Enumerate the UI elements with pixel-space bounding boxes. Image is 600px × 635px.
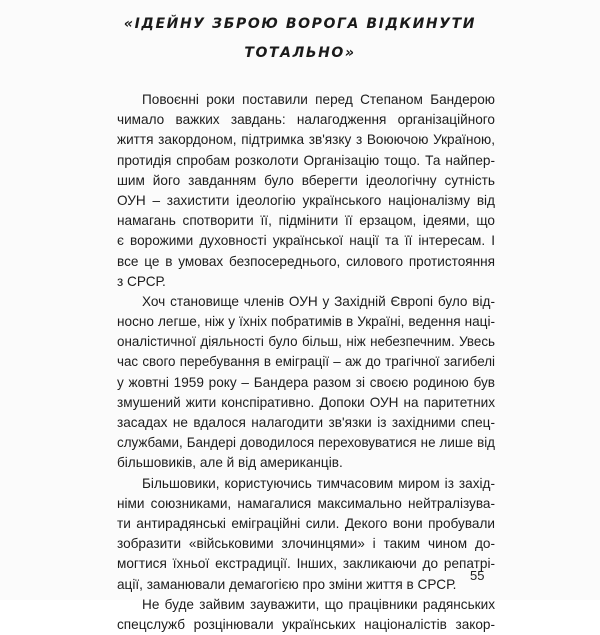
text-line: оналістичної діяльності було більш, ніж небезпечним. Увесь [117,334,495,350]
page-number: 55 [470,568,485,583]
text-line: чимало важких завдань: налагодження організаційного [117,112,495,128]
text-line: засадах не вдалося налагодити зв'язки із західними спец- [117,415,495,430]
text-line: шим його завданням було вберегти ідеологічну сутність [117,172,495,188]
text-line: більшовиків, але й від американців. [117,455,343,471]
text-line: службами, Бандері доводилося переховуватися не лише від [117,435,495,451]
chapter-heading-line-1: «ІДЕЙНУ ЗБРОЮ ВОРОГА ВІДКИНУТИ [123,16,477,32]
text-line: ОУН – захистити ідеологію українського націоналізму від [117,192,495,208]
text-line: намагань спотворити її, підмінити її ерзацом, ідеями, що [117,213,495,229]
text-line: Повоєнні роки поставили перед Степаном Бандерою [142,92,495,107]
text-line: Не буде зайвим зауважити, що працівники радянських [142,596,495,612]
text-line: час свого перебування в еміграції – аж до трагічної загибелі [117,354,495,370]
chapter-heading-line-2: ТОТАЛЬНО» [244,45,356,61]
text-line: змушений жити конспіративно. Допоки ОУН на паритетних [117,394,495,410]
text-line: з СРСР. [117,273,166,289]
text-line: німи союзниками, намагалися максимально нейтралізува- [117,495,495,511]
text-line: зобразити «військовими злочинцями» і таким чином до- [117,536,495,552]
text-line: у жовтні 1959 року – Бандера разом зі своєю родиною був [117,374,495,390]
text-line: могтися їхньої екстрадиції. Інших, закликаючи до репатрі- [117,556,495,572]
text-line: спецслужб розцінювали українських націоналістів закор- [117,616,495,632]
text-line: Хоч становище членів ОУН у Західній Європі було від- [142,293,495,309]
text-line: є ворожими духовності української нації та її інтересам. І [117,233,495,249]
text-line: життя закордоном, підтримка зв'язку з Воюючою Україною, [117,132,495,148]
text-line: протидія спробам розколоти Організацію тощо. Та найпер- [117,152,495,168]
text-line: Більшовики, користуючись тимчасовим миром із захід- [142,475,495,491]
body-text [117,90,495,635]
text-line: ації, заманювали демагогією про зміни життя в СРСР. [117,576,457,592]
text-line: ти антирадянські еміграційні сили. Декого вони пробували [117,515,495,531]
text-line: носно легше, ніж у їхніх побратимів в Україні, ведення наці- [117,314,495,330]
text-line: все це в умовах безпосереднього, силового протистояння [117,253,495,269]
